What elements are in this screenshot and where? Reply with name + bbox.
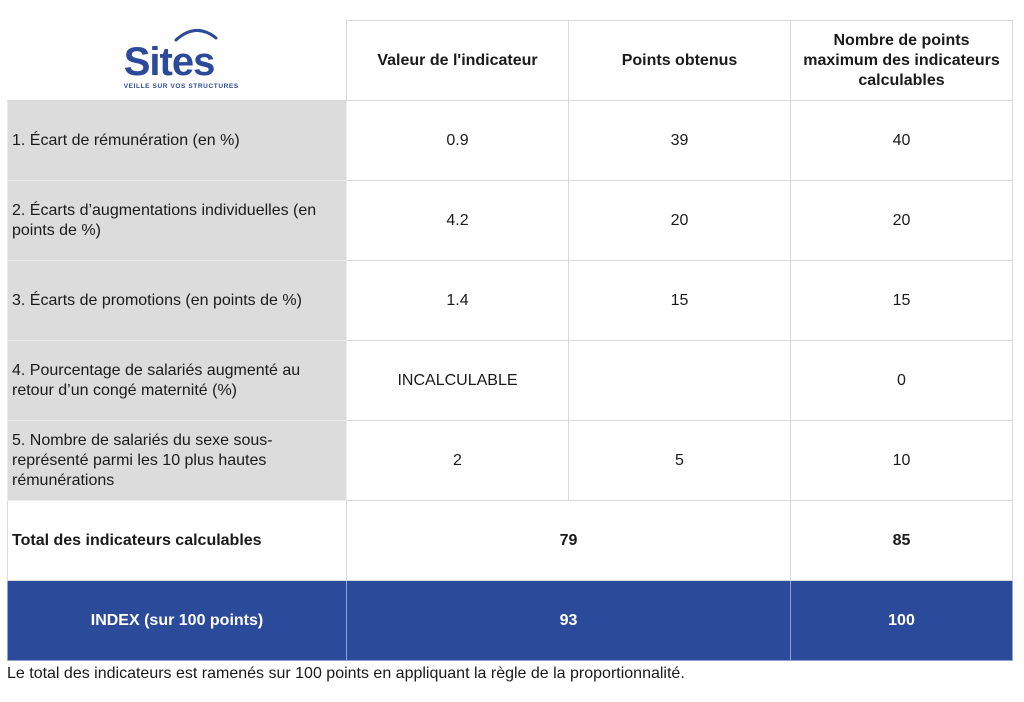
total-points: 79: [347, 501, 791, 581]
table-row: [8, 261, 1013, 341]
index-max: 100: [791, 581, 1013, 661]
row-points: 15: [569, 261, 791, 341]
total-row: [8, 501, 1013, 581]
index-table: [7, 20, 1013, 661]
row-max: 10: [791, 421, 1013, 501]
sites-logo: [122, 26, 239, 94]
index-row: [8, 581, 1013, 661]
row-max: 0: [791, 341, 1013, 421]
row-points: [569, 341, 791, 421]
row-label: 5. Nombre de salariés du sexe sous-représenté parmi les 10 plus hautes rémunérations: [8, 421, 347, 501]
row-max: 40: [791, 101, 1013, 181]
row-points: 39: [569, 101, 791, 181]
row-points: 20: [569, 181, 791, 261]
total-max: 85: [791, 501, 1013, 581]
index-points: 93: [347, 581, 791, 661]
logo-tagline: VEILLE SUR VOS STRUCTURES: [123, 83, 239, 91]
row-value: 0.9: [347, 101, 569, 181]
row-label: 3. Écarts de promotions (en points de %): [8, 261, 347, 341]
row-points: 5: [569, 421, 791, 501]
row-value: INCALCULABLE: [347, 341, 569, 421]
row-max: 20: [791, 181, 1013, 261]
row-value: 4.2: [347, 181, 569, 261]
total-label: Total des indicateurs calculables: [8, 501, 347, 581]
header-max-points: Nombre de points maximum des indicateurs calculables: [791, 21, 1013, 101]
row-value: 1.4: [347, 261, 569, 341]
table-row: [8, 181, 1013, 261]
header-row: [8, 21, 1013, 101]
table-row: [8, 421, 1013, 501]
row-label: 4. Pourcentage de salariés augmenté au retour d’un congé maternité (%): [8, 341, 347, 421]
table-row: [8, 341, 1013, 421]
table-row: [8, 101, 1013, 181]
logo-cell: [8, 21, 347, 101]
logo-wordmark: Sites: [123, 40, 215, 85]
row-value: 2: [347, 421, 569, 501]
row-label: 2. Écarts d’augmentations individuelles (en points de %): [8, 181, 347, 261]
row-label: 1. Écart de rémunération (en %): [8, 101, 347, 181]
footnote: Le total des indicateurs est ramenés sur 100 points en appliquant la règle de la proportionnalité.: [7, 665, 685, 682]
header-points-obtained: Points obtenus: [569, 21, 791, 101]
row-max: 15: [791, 261, 1013, 341]
header-indicator-value: Valeur de l'indicateur: [347, 21, 569, 101]
index-label: INDEX (sur 100 points): [8, 581, 347, 661]
